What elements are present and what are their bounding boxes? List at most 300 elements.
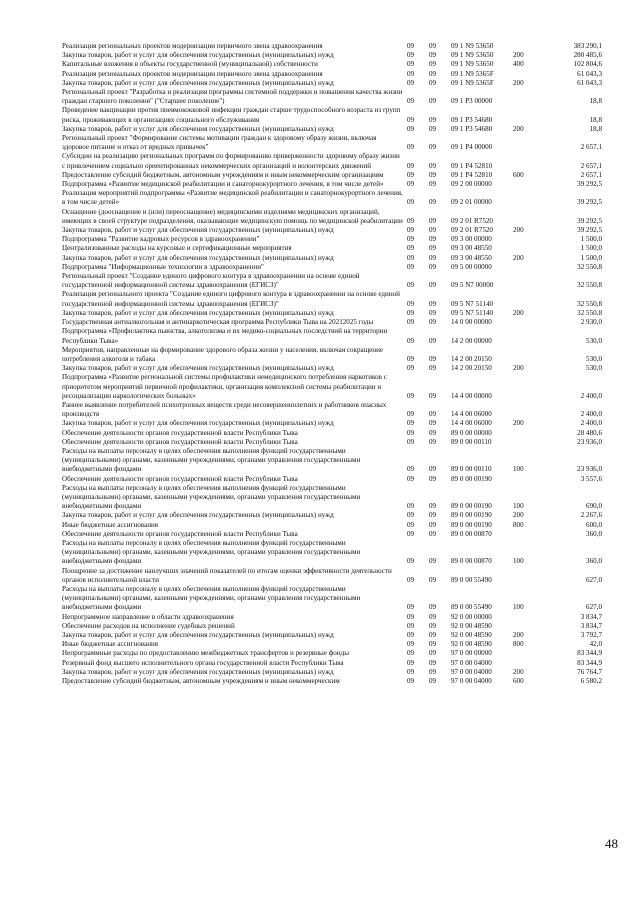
table-row bbox=[62, 659, 624, 668]
row-subsection: 09 bbox=[429, 603, 437, 612]
row-expense-type: 800 bbox=[513, 520, 524, 529]
row-amount: 280 485,6 bbox=[573, 51, 602, 60]
row-name: Реализация региональных проектов модернизации первичного звена здравоохранения bbox=[62, 42, 323, 50]
row-name: Закупка товаров, работ и услуг для обеспечения государственных (муниципальных) нужд bbox=[62, 226, 334, 235]
row-name: Резервный фонд высшего исполнительного органа государственной власти Республики Тыва bbox=[62, 658, 344, 667]
row-section: 09 bbox=[407, 520, 415, 529]
row-subsection: 09 bbox=[429, 419, 437, 428]
row-section: 09 bbox=[407, 69, 415, 78]
row-subsection: 09 bbox=[429, 115, 437, 124]
row-section: 09 bbox=[407, 410, 415, 419]
page-number: 48 bbox=[605, 836, 618, 851]
table-row bbox=[62, 631, 624, 640]
row-expense-type: 600 bbox=[513, 170, 524, 179]
row-section: 09 bbox=[407, 529, 415, 538]
table-row bbox=[62, 346, 624, 364]
row-target-code: 89 0 00 00190 bbox=[451, 511, 492, 520]
row-amount: 32 550,8 bbox=[577, 299, 602, 308]
row-section: 09 bbox=[407, 170, 415, 179]
row-name: Закупка товаров, работ и услуг для обеспечения государственных (муниципальных) нужд bbox=[62, 419, 334, 428]
row-amount: 83 344,9 bbox=[577, 649, 602, 658]
row-subsection: 09 bbox=[429, 631, 437, 639]
row-section: 09 bbox=[407, 631, 415, 639]
row-amount: 627,0 bbox=[586, 575, 602, 584]
row-subsection: 09 bbox=[429, 78, 437, 87]
row-section: 09 bbox=[407, 161, 415, 170]
table-row bbox=[62, 208, 624, 226]
row-section: 09 bbox=[407, 180, 415, 189]
row-name: Капитальные вложения в объекты государственной (муниципальной) собственности bbox=[62, 60, 318, 69]
row-amount: 3 834,7 bbox=[580, 621, 602, 630]
table-row bbox=[62, 171, 624, 180]
row-subsection: 09 bbox=[429, 428, 437, 437]
row-name: Закупка товаров, работ и услуг для обеспечения государственных (муниципальных) нужд bbox=[62, 308, 334, 317]
table-row bbox=[62, 373, 624, 401]
row-section: 09 bbox=[407, 308, 415, 317]
row-subsection: 09 bbox=[429, 677, 437, 686]
row-subsection: 09 bbox=[429, 216, 437, 225]
row-section: 09 bbox=[407, 502, 415, 511]
row-subsection: 09 bbox=[429, 51, 437, 60]
row-subsection: 09 bbox=[429, 308, 437, 317]
row-target-code: 14 4 00 06000 bbox=[451, 419, 492, 428]
row-target-code: 09 1 P4 52810 bbox=[451, 161, 493, 170]
row-section: 09 bbox=[407, 299, 415, 308]
row-target-code: 92 0 00 48590 bbox=[451, 631, 492, 639]
row-amount: 530,0 bbox=[586, 364, 602, 373]
row-amount: 76 764,7 bbox=[577, 667, 602, 676]
row-amount: 2 267,6 bbox=[580, 511, 602, 520]
table-row bbox=[62, 419, 624, 428]
row-subsection: 09 bbox=[429, 244, 437, 253]
row-name: Подпрограмма "Развитие кадровых ресурсов в здравоохранении" bbox=[62, 235, 260, 244]
budget-table bbox=[62, 42, 624, 686]
row-amount: 32 550,8 bbox=[577, 308, 602, 317]
row-amount: 18,8 bbox=[589, 97, 602, 106]
row-expense-type: 200 bbox=[513, 511, 524, 520]
table-row bbox=[62, 447, 624, 475]
table-row bbox=[62, 530, 624, 539]
row-subsection: 09 bbox=[429, 640, 437, 649]
row-amount: 18,8 bbox=[589, 124, 602, 133]
row-target-code: 09 1 N9 53650 bbox=[451, 51, 494, 60]
row-target-code: 09 1 N9 5365F bbox=[451, 78, 494, 87]
row-amount: 6 580,2 bbox=[580, 677, 602, 686]
row-name: Непрограммные расходы по предоставлению межбюджетных трансфертов и резервные фонды bbox=[62, 649, 350, 658]
row-target-code: 09 1 N9 53650 bbox=[451, 42, 494, 50]
row-amount: 102 804,6 bbox=[573, 60, 602, 69]
row-name: Расходы на выплаты персоналу в целях обеспечения выполнения функций государственными (муниципальными) органами, казенными учреждениями, органами управления государственными внебюджетными фондами bbox=[62, 538, 361, 566]
row-amount: 32 550,8 bbox=[577, 281, 602, 290]
table-row bbox=[62, 309, 624, 318]
row-section: 09 bbox=[407, 474, 415, 483]
row-name: Закупка товаров, работ и услуг для обеспечения государственных (муниципальных) нужд bbox=[62, 364, 334, 373]
row-amount: 39 292,5 bbox=[577, 226, 602, 235]
table-row bbox=[62, 254, 624, 263]
row-amount: 383 290,1 bbox=[573, 42, 602, 50]
row-amount: 690,0 bbox=[586, 502, 602, 511]
row-name: Расходы на выплаты персоналу в целях обеспечения выполнения функций государственными (муниципальными) органами, казенными учреждениями, органами управления государственными внебюджетными фондами bbox=[62, 584, 361, 612]
row-section: 09 bbox=[407, 143, 415, 152]
row-amount: 2 657,1 bbox=[580, 143, 602, 152]
row-amount: 23 936,0 bbox=[577, 437, 602, 446]
row-expense-type: 600 bbox=[513, 677, 524, 686]
row-section: 09 bbox=[407, 658, 415, 667]
row-name: Проведение вакцинации против пневмококковой инфекции граждан старше трудоспособного возраста из групп риска, проживающих в организациях социального обслуживания bbox=[62, 106, 401, 124]
row-section: 09 bbox=[407, 97, 415, 106]
table-row bbox=[62, 484, 624, 512]
table-row bbox=[62, 79, 624, 88]
row-name: Закупка товаров, работ и услуг для обеспечения государственных (муниципальных) нужд bbox=[62, 124, 334, 133]
row-target-code: 09 1 P3 54680 bbox=[451, 124, 493, 133]
table-row bbox=[62, 152, 624, 170]
row-name: Обеспечение расходов на исполнение судебных решений bbox=[62, 621, 235, 630]
row-section: 09 bbox=[407, 612, 415, 621]
row-section: 09 bbox=[407, 244, 415, 253]
table-row bbox=[62, 429, 624, 438]
table-row bbox=[62, 51, 624, 60]
row-section: 09 bbox=[407, 391, 415, 400]
row-subsection: 09 bbox=[429, 42, 437, 50]
table-row bbox=[62, 226, 624, 235]
row-name: Подпрограмма «Развитие медицинской реабилитации и санаторнокурортного лечения, в том числе детей» bbox=[62, 180, 384, 189]
row-target-code: 89 0 00 00190 bbox=[451, 474, 492, 483]
row-name: Региональный проект "Создание единого цифрового контура в здравоохранении на основе единой государственной информационной системы здравоохранения (ЕГИСЗ)" bbox=[62, 272, 360, 290]
row-name: Региональный проект "Формирование системы мотивации граждан к здоровому образу жизни, включая здоровое питание и отказ от вредных привычек" bbox=[62, 134, 377, 152]
row-name: Расходы на выплаты персоналу в целях обеспечения выполнения функций государственными (муниципальными) органами, казенными учреждениями, органами управления государственными внебюджетными фондами bbox=[62, 446, 361, 474]
row-target-code: 09 3 00 00000 bbox=[451, 235, 492, 244]
row-name: Закупка товаров, работ и услуг для обеспечения государственных (муниципальных) нужд bbox=[62, 511, 334, 520]
table-row bbox=[62, 567, 624, 585]
row-subsection: 09 bbox=[429, 391, 437, 400]
row-target-code: 09 3 00 48550 bbox=[451, 253, 492, 262]
row-section: 09 bbox=[407, 575, 415, 584]
table-row bbox=[62, 622, 624, 631]
table-row bbox=[62, 475, 624, 484]
table-row bbox=[62, 290, 624, 308]
row-section: 09 bbox=[407, 419, 415, 428]
row-target-code: 14 2 00 00000 bbox=[451, 336, 492, 345]
table-row bbox=[62, 521, 624, 530]
table-row bbox=[62, 189, 624, 207]
row-target-code: 89 0 00 00870 bbox=[451, 557, 492, 566]
row-target-code: 97 0 00 04000 bbox=[451, 658, 492, 667]
row-target-code: 14 2 00 20150 bbox=[451, 364, 492, 373]
row-amount: 2 400,0 bbox=[580, 419, 602, 428]
row-section: 09 bbox=[407, 621, 415, 630]
table-row bbox=[62, 511, 624, 520]
row-name: Предоставление субсидий бюджетным, автономным учреждениям и иным некоммерческим bbox=[62, 677, 340, 686]
row-subsection: 09 bbox=[429, 354, 437, 363]
row-amount: 23 936,0 bbox=[577, 465, 602, 474]
table-row bbox=[62, 88, 624, 106]
row-target-code: 09 5 00 00000 bbox=[451, 262, 492, 271]
row-section: 09 bbox=[407, 198, 415, 207]
table-row bbox=[62, 677, 624, 686]
row-section: 09 bbox=[407, 115, 415, 124]
row-name: Подпрограмма "Информационные технологии в здравоохранении" bbox=[62, 262, 264, 271]
row-target-code: 97 0 00 00000 bbox=[451, 649, 492, 658]
table-row bbox=[62, 272, 624, 290]
row-expense-type: 100 bbox=[513, 603, 524, 612]
row-section: 09 bbox=[407, 511, 415, 520]
row-section: 09 bbox=[407, 336, 415, 345]
row-section: 09 bbox=[407, 60, 415, 69]
row-expense-type: 800 bbox=[513, 640, 524, 649]
row-target-code: 97 0 00 04000 bbox=[451, 677, 492, 686]
row-subsection: 09 bbox=[429, 511, 437, 520]
row-amount: 3 792,7 bbox=[580, 631, 602, 639]
row-subsection: 09 bbox=[429, 235, 437, 244]
row-target-code: 09 5 N7 00000 bbox=[451, 281, 494, 290]
row-name: Предоставление субсидий бюджетным, автономным учреждениям и иным некоммерческим организациям bbox=[62, 170, 384, 179]
row-subsection: 09 bbox=[429, 253, 437, 262]
row-section: 09 bbox=[407, 78, 415, 87]
row-amount: 39 292,5 bbox=[577, 198, 602, 207]
table-row bbox=[62, 649, 624, 658]
row-subsection: 09 bbox=[429, 557, 437, 566]
table-row bbox=[62, 364, 624, 373]
row-name: Государственная антиалкогольная и антинаркотическая программа Республики Тыва на 20212025 годы bbox=[62, 318, 374, 327]
row-expense-type: 200 bbox=[513, 78, 524, 87]
row-amount: 2 657,1 bbox=[580, 170, 602, 179]
table-row bbox=[62, 438, 624, 447]
row-expense-type: 200 bbox=[513, 253, 524, 262]
row-name: Оснащение (дооснащение и (или) переоснащение) медицинскими изделиями медицинских организаций, имеющих в своей структуре подразделения, оказывающие медицинскую помощь по медицинской реабилитации bbox=[62, 207, 403, 225]
row-section: 09 bbox=[407, 235, 415, 244]
row-target-code: 09 2 00 00000 bbox=[451, 180, 492, 189]
row-target-code: 09 1 P4 52810 bbox=[451, 170, 493, 179]
row-name: Обеспечение деятельности органов государственной власти Республики Тыва bbox=[62, 474, 298, 483]
row-name: Закупка товаров, работ и услуг для обеспечения государственных (муниципальных) нужд bbox=[62, 51, 334, 60]
row-target-code: 89 0 00 00190 bbox=[451, 502, 492, 511]
row-subsection: 09 bbox=[429, 437, 437, 446]
row-section: 09 bbox=[407, 428, 415, 437]
row-subsection: 09 bbox=[429, 529, 437, 538]
row-amount: 360,0 bbox=[586, 529, 602, 538]
table-row bbox=[62, 613, 624, 622]
row-target-code: 14 4 00 06000 bbox=[451, 410, 492, 419]
row-target-code: 09 1 P3 00000 bbox=[451, 97, 493, 106]
row-amount: 2 400,0 bbox=[580, 391, 602, 400]
row-amount: 32 550,8 bbox=[577, 262, 602, 271]
row-subsection: 09 bbox=[429, 474, 437, 483]
row-expense-type: 200 bbox=[513, 364, 524, 373]
table-row bbox=[62, 42, 624, 51]
row-target-code: 09 2 01 00000 bbox=[451, 198, 492, 207]
row-section: 09 bbox=[407, 42, 415, 50]
row-name: Иные бюджетные ассигнования bbox=[62, 520, 159, 529]
row-subsection: 09 bbox=[429, 410, 437, 419]
row-section: 09 bbox=[407, 640, 415, 649]
row-target-code: 09 1 N9 53650 bbox=[451, 60, 494, 69]
row-section: 09 bbox=[407, 465, 415, 474]
row-amount: 530,0 bbox=[586, 336, 602, 345]
table-row bbox=[62, 134, 624, 152]
row-subsection: 09 bbox=[429, 97, 437, 106]
row-amount: 18,8 bbox=[589, 115, 602, 124]
row-target-code: 89 0 00 00110 bbox=[451, 437, 492, 446]
table-row bbox=[62, 401, 624, 419]
row-name: Непрограммное направление в области здравоохранения bbox=[62, 612, 234, 621]
row-name: Обеспечение деятельности органов государственной власти Республики Тыва bbox=[62, 529, 298, 538]
row-amount: 39 292,5 bbox=[577, 180, 602, 189]
row-section: 09 bbox=[407, 557, 415, 566]
row-amount: 530,0 bbox=[586, 354, 602, 363]
row-target-code: 14 2 00 20150 bbox=[451, 354, 492, 363]
table-row bbox=[62, 125, 624, 134]
row-target-code: 09 3 00 48550 bbox=[451, 244, 492, 253]
row-subsection: 09 bbox=[429, 364, 437, 373]
row-amount: 39 292,5 bbox=[577, 216, 602, 225]
row-section: 09 bbox=[407, 253, 415, 262]
row-section: 09 bbox=[407, 364, 415, 373]
row-subsection: 09 bbox=[429, 170, 437, 179]
row-amount: 2 930,0 bbox=[580, 318, 602, 327]
row-target-code: 09 2 01 R7520 bbox=[451, 226, 493, 235]
row-amount: 61 043,3 bbox=[577, 78, 602, 87]
row-subsection: 09 bbox=[429, 180, 437, 189]
row-subsection: 09 bbox=[429, 520, 437, 529]
row-name: Обеспечение деятельности органов государственной власти Республики Тыва bbox=[62, 437, 298, 446]
row-subsection: 09 bbox=[429, 161, 437, 170]
row-amount: 1 500,0 bbox=[580, 244, 602, 253]
row-name: Мероприятия, направленные на формирование здорового образа жизни у населения, включая сокращение потребления алкоголя и табака bbox=[62, 345, 384, 363]
table-row bbox=[62, 640, 624, 649]
row-amount: 83 344,9 bbox=[577, 658, 602, 667]
row-amount: 28 480,6 bbox=[577, 428, 602, 437]
row-section: 09 bbox=[407, 124, 415, 133]
row-expense-type: 100 bbox=[513, 502, 524, 511]
row-subsection: 09 bbox=[429, 124, 437, 133]
table-row bbox=[62, 70, 624, 79]
table-row bbox=[62, 60, 624, 69]
row-name: Закупка товаров, работ и услуг для обеспечения государственных (муниципальных) нужд bbox=[62, 78, 334, 87]
row-subsection: 09 bbox=[429, 198, 437, 207]
table-row bbox=[62, 318, 624, 327]
row-expense-type: 400 bbox=[513, 60, 524, 69]
row-target-code: 89 0 00 00870 bbox=[451, 529, 492, 538]
row-section: 09 bbox=[407, 437, 415, 446]
row-amount: 360,0 bbox=[586, 557, 602, 566]
row-subsection: 09 bbox=[429, 575, 437, 584]
row-target-code: 14 4 00 00000 bbox=[451, 391, 492, 400]
row-target-code: 09 1 P4 00000 bbox=[451, 143, 493, 152]
row-subsection: 09 bbox=[429, 336, 437, 345]
table-row bbox=[62, 235, 624, 244]
row-target-code: 09 5 N7 51140 bbox=[451, 299, 494, 308]
row-target-code: 92 0 00 48590 bbox=[451, 621, 492, 630]
row-amount: 627,0 bbox=[586, 603, 602, 612]
row-subsection: 09 bbox=[429, 621, 437, 630]
row-name: Субсидии на реализацию региональных программ по формированию приверженности здоровому образу жизни с привлечением социально ориентированных некоммерческих организаций и волонтерских движений bbox=[62, 152, 400, 170]
row-section: 09 bbox=[407, 51, 415, 60]
table-row bbox=[62, 180, 624, 189]
row-target-code: 89 0 00 55490 bbox=[451, 575, 492, 584]
row-subsection: 09 bbox=[429, 281, 437, 290]
row-expense-type: 200 bbox=[513, 51, 524, 60]
row-target-code: 14 0 00 00000 bbox=[451, 318, 492, 327]
row-amount: 2 657,1 bbox=[580, 161, 602, 170]
row-amount: 3 834,7 bbox=[580, 612, 602, 621]
row-section: 09 bbox=[407, 318, 415, 327]
row-amount: 61 043,3 bbox=[577, 69, 602, 78]
row-name: Поощрение за достижение наилучших значений показателей по итогам оценки эффективности деятельности органов исполнительной власти bbox=[62, 566, 392, 584]
table-row bbox=[62, 585, 624, 613]
table-row bbox=[62, 327, 624, 345]
row-name: Раннее выявление потребителей психотропных веществ среди несовершеннолетних и работников опасных производств bbox=[62, 400, 387, 419]
row-section: 09 bbox=[407, 667, 415, 676]
row-name: Реализация регионального проекта "Создание единого цифрового контура в здравоохранении на основе единой государственной информационной системы здравоохранения (ЕГИСЗ)" bbox=[62, 290, 400, 308]
row-subsection: 09 bbox=[429, 262, 437, 271]
row-expense-type: 200 bbox=[513, 308, 524, 317]
row-target-code: 97 0 00 04000 bbox=[451, 667, 492, 676]
row-target-code: 09 5 N7 51140 bbox=[451, 308, 494, 317]
row-subsection: 09 bbox=[429, 69, 437, 78]
row-expense-type: 200 bbox=[513, 419, 524, 428]
row-name: Региональный проект "Разработка и реализация программы системной поддержки и повышения качества жизни граждан старшего поколения" ("Старшее поколение") bbox=[62, 88, 403, 106]
row-subsection: 09 bbox=[429, 143, 437, 152]
row-target-code: 09 2 01 R7520 bbox=[451, 216, 493, 225]
row-section: 09 bbox=[407, 603, 415, 612]
row-subsection: 09 bbox=[429, 667, 437, 676]
row-expense-type: 100 bbox=[513, 557, 524, 566]
row-name: Закупка товаров, работ и услуг для обеспечения государственных (муниципальных) нужд bbox=[62, 253, 334, 262]
row-target-code: 89 0 00 00000 bbox=[451, 428, 492, 437]
row-subsection: 09 bbox=[429, 612, 437, 621]
row-target-code: 89 0 00 55490 bbox=[451, 603, 492, 612]
row-section: 09 bbox=[407, 354, 415, 363]
row-section: 09 bbox=[407, 262, 415, 271]
row-section: 09 bbox=[407, 226, 415, 235]
row-amount: 2 400,0 bbox=[580, 410, 602, 419]
row-target-code: 92 0 00 00000 bbox=[451, 612, 492, 621]
row-expense-type: 100 bbox=[513, 465, 524, 474]
row-subsection: 09 bbox=[429, 299, 437, 308]
row-section: 09 bbox=[407, 649, 415, 658]
table-row bbox=[62, 263, 624, 272]
row-subsection: 09 bbox=[429, 60, 437, 69]
row-target-code: 89 0 00 00110 bbox=[451, 465, 492, 474]
row-target-code: 09 1 N9 5365F bbox=[451, 69, 494, 78]
row-target-code: 92 0 00 48590 bbox=[451, 640, 492, 649]
row-target-code: 89 0 00 00190 bbox=[451, 520, 492, 529]
row-name: Иные бюджетные ассигнования bbox=[62, 640, 159, 649]
row-target-code: 09 1 P3 54680 bbox=[451, 115, 493, 124]
row-subsection: 09 bbox=[429, 226, 437, 235]
table-row bbox=[62, 244, 624, 253]
row-expense-type: 200 bbox=[513, 631, 524, 639]
row-amount: 600,0 bbox=[586, 520, 602, 529]
table-row bbox=[62, 668, 624, 677]
row-amount: 3 557,6 bbox=[580, 474, 602, 483]
row-subsection: 09 bbox=[429, 502, 437, 511]
row-name: Обеспечение деятельности органов государственной власти Республики Тыва bbox=[62, 428, 298, 437]
row-expense-type: 200 bbox=[513, 667, 524, 676]
row-name: Подпрограмма «Профилактика пьянства, алкоголизма и их медико-социальных последствий на территории Республики Тыва» bbox=[62, 327, 388, 345]
row-name: Расходы на выплаты персоналу в целях обеспечения выполнения функций государственными (муниципальными) органами, казенными учреждениями, органами управления государственными внебюджетными фондами bbox=[62, 483, 361, 511]
table-row bbox=[62, 106, 624, 124]
row-name: Реализация региональных проектов модернизации первичного звена здравоохранения bbox=[62, 69, 323, 78]
row-name: Подпрограмма «Развитие региональной системы профилактики немедицинского потребления наркотиков с приоритетом мероприятий первичной профилактики, организация комплексной системы реабилитации и ресоциализации наркологических больных» bbox=[62, 373, 387, 400]
row-section: 09 bbox=[407, 677, 415, 686]
row-expense-type: 200 bbox=[513, 226, 524, 235]
row-amount: 1 500,0 bbox=[580, 253, 602, 262]
row-name: Закупка товаров, работ и услуг для обеспечения государственных (муниципальных) нужд bbox=[62, 667, 334, 676]
table-row bbox=[62, 539, 624, 567]
row-expense-type: 200 bbox=[513, 124, 524, 133]
row-name: Централизованные расходы на курсовые и сертификационные мероприятия bbox=[62, 244, 292, 253]
